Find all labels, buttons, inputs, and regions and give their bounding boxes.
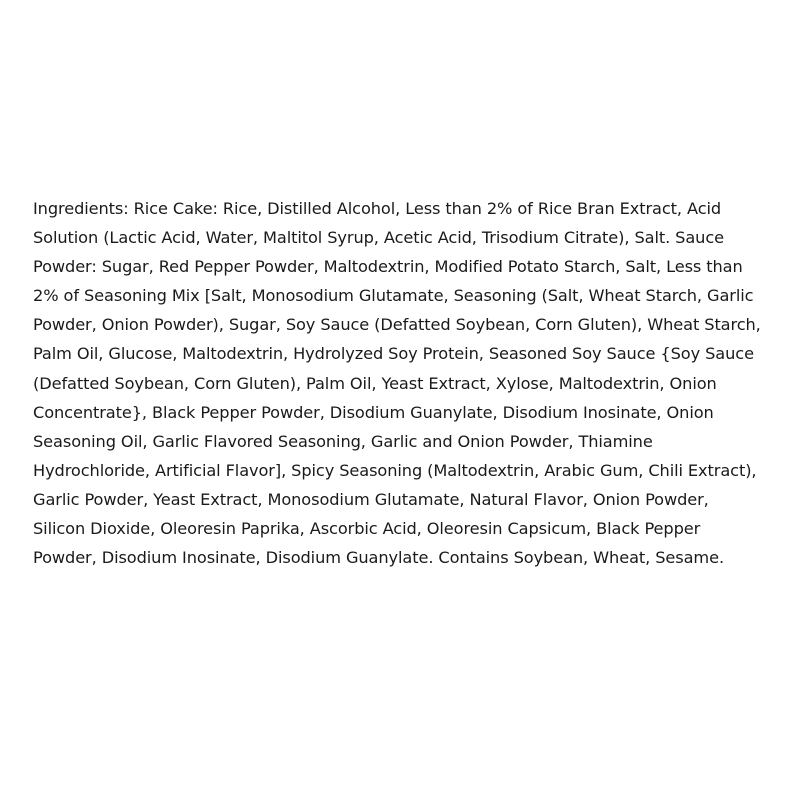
ingredients-line: (Defatted Soybean, Corn Gluten), Palm Oil, Yeast Extract, Xylose, Maltodextrin, Onion	[33, 373, 717, 393]
ingredients-line: 2% of Seasoning Mix [Salt, Monosodium Glutamate, Seasoning (Salt, Wheat Starch, Garlic	[33, 286, 754, 306]
ingredients-line: Powder, Onion Powder), Sugar, Soy Sauce (Defatted Soybean, Corn Gluten), Wheat Starch,	[33, 315, 761, 335]
ingredients-line: Concentrate}, Black Pepper Powder, Disodium Guanylate, Disodium Inosinate, Onion	[33, 402, 714, 422]
ingredients-line: Silicon Dioxide, Oleoresin Paprika, Ascorbic Acid, Oleoresin Capsicum, Black Pepper	[33, 519, 701, 539]
ingredients-line: Palm Oil, Glucose, Maltodextrin, Hydrolyzed Soy Protein, Seasoned Soy Sauce {Soy Sauce	[33, 344, 754, 364]
ingredients-text	[33, 194, 773, 572]
ingredients-line: Garlic Powder, Yeast Extract, Monosodium Glutamate, Natural Flavor, Onion Powder,	[33, 489, 709, 509]
ingredients-line: Powder: Sugar, Red Pepper Powder, Maltodextrin, Modified Potato Starch, Salt, Less than	[33, 257, 743, 277]
ingredients-line: Hydrochloride, Artificial Flavor], Spicy Seasoning (Maltodextrin, Arabic Gum, Chili Extract),	[33, 460, 757, 480]
ingredients-line: Seasoning Oil, Garlic Flavored Seasoning, Garlic and Onion Powder, Thiamine	[33, 431, 653, 451]
ingredients-line: Powder, Disodium Inosinate, Disodium Guanylate. Contains Soybean, Wheat, Sesame.	[33, 548, 724, 568]
ingredients-line: Solution (Lactic Acid, Water, Maltitol Syrup, Acetic Acid, Trisodium Citrate), Salt. Sauce	[33, 228, 724, 248]
ingredients-line: Ingredients: Rice Cake: Rice, Distilled Alcohol, Less than 2% of Rice Bran Extract, Acid	[33, 199, 722, 218]
